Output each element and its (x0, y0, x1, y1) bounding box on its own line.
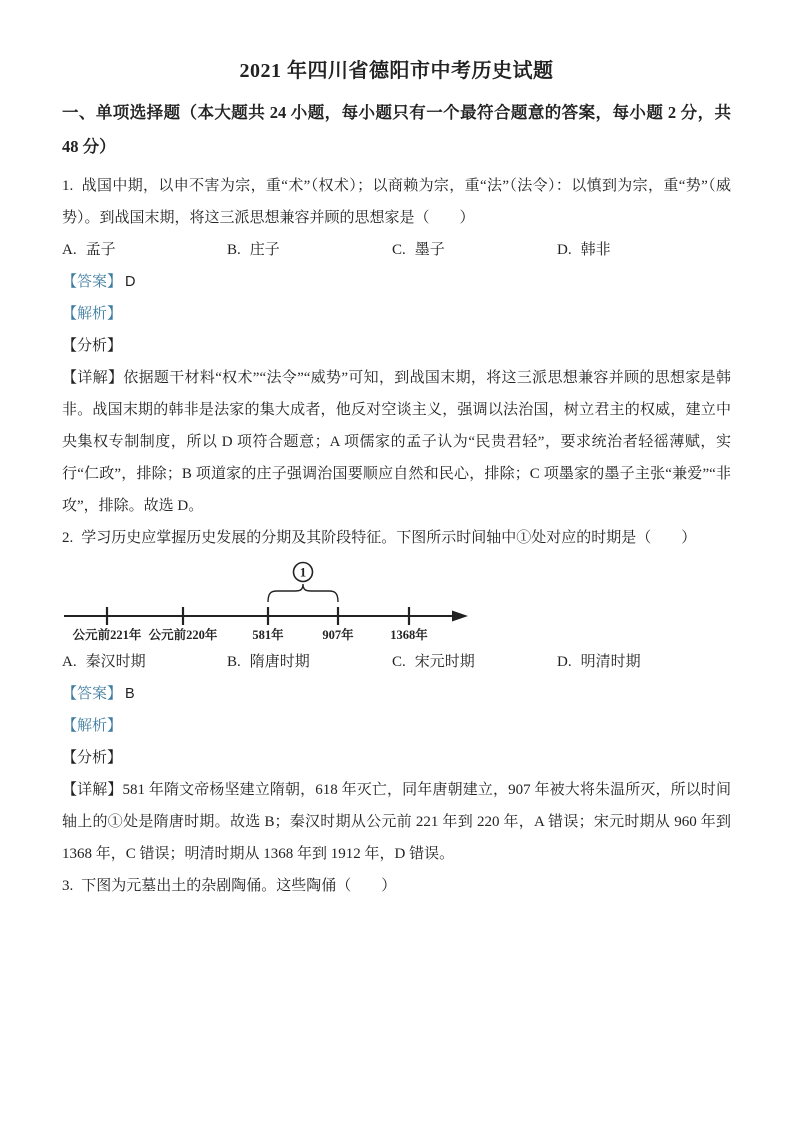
option-c: C. 墨子 (392, 242, 445, 258)
options-row (62, 646, 731, 678)
option-a: A. 孟子 (62, 242, 116, 258)
option-d: D. 韩非 (557, 242, 611, 258)
question-block-1 (62, 170, 731, 522)
answer-value: B (125, 686, 135, 702)
fenxi-label: 【分析】 (62, 338, 123, 354)
question-number: 1. (62, 178, 74, 194)
timeline-tick-label: 581年 (252, 628, 284, 642)
detail-text: 581 年隋文帝杨坚建立隋朝，618 年灭亡，同年唐朝建立，907 年被大将朱温所灭，所以时间轴上的①处是隋唐时期。故选 B；秦汉时期从公元前 221 年到 220 年，A 错误；宋元时期从 960 年到 1368 年，C 错误；明清时期从 1368 年到 1912 年，D 错误。 (62, 782, 731, 862)
question-number: 3. (62, 878, 74, 894)
detail-text: 依据题干材料“权术”“法令”“威势”可知，到战国末期，将这三派思想兼容并顾的思想家是韩非。战国末期的韩非是法家的集大成者，他反对空谈主义，强调以法治国，树立君主的权威，建立中央集权专制制度，所以 D 项符合题意；A 项儒家的孟子认为“民贵君轻”，要求统治者轻徭薄赋，实行“仁政”，排除；B 项道家的庄子强调治国要顺应自然和民心，排除；C 项墨家的墨子主张“兼爱”“非攻”，排除。故选 D。 (62, 370, 731, 514)
option-c: C. 宋元时期 (392, 654, 475, 670)
question-stem (62, 522, 731, 554)
option-d: D. 明清时期 (557, 654, 641, 670)
section-heading: 一、单项选择题（本大题共 24 小题，每小题只有一个最符合题意的答案，每小题 2 分，共 48 分） (62, 103, 731, 156)
detail-paragraph (62, 362, 731, 522)
question-stem-text: 战国中期，以申不害为宗，重“术”（权术）；以商赖为宗，重“法”（法令）：以慎到为宗，重“势”（威势）。到战国末期，将这三派思想兼容并顾的思想家是（ ） (62, 178, 731, 226)
answer-label: 【答案】 (62, 274, 123, 290)
answer-line (62, 678, 731, 710)
jiexi-label: 【解析】 (62, 718, 123, 734)
timeline-tick-label: 公元前220年 (148, 628, 218, 642)
question-stem-text: 下图为元墓出土的杂剧陶俑。这些陶俑（ ） (81, 878, 397, 894)
detail-label: 【详解】 (62, 370, 124, 386)
question-block-3 (62, 870, 731, 902)
answer-label: 【答案】 (62, 686, 123, 702)
timeline-arrowhead-icon (452, 611, 468, 622)
timeline-tick-label: 公元前221年 (72, 628, 142, 642)
question-number: 2. (62, 530, 74, 546)
answer-line (62, 266, 731, 298)
timeline-brace (268, 584, 338, 602)
fenxi-label: 【分析】 (62, 750, 123, 766)
timeline-tick-label: 907年 (322, 628, 354, 642)
detail-label: 【详解】 (62, 782, 123, 798)
detail-paragraph (62, 774, 731, 870)
page-title: 2021 年四川省德阳市中考历史试题 (239, 60, 554, 82)
jiexi-label: 【解析】 (62, 306, 123, 322)
option-b: B. 庄子 (227, 242, 280, 258)
answer-value: D (125, 274, 136, 290)
question-stem-text: 学习历史应掌握历史发展的分期及其阶段特征。下图所示时间轴中①处对应的时期是（ ） (81, 530, 697, 546)
timeline-figure (62, 560, 492, 644)
callout-digit: 1 (299, 564, 307, 580)
question-stem (62, 170, 731, 234)
question-stem (62, 870, 731, 902)
option-a: A. 秦汉时期 (62, 654, 146, 670)
timeline-tick-label: 1368年 (390, 628, 428, 642)
timeline-callout (294, 563, 313, 582)
options-row (62, 234, 731, 266)
question-block-2 (62, 522, 731, 870)
option-b: B. 隋唐时期 (227, 654, 310, 670)
